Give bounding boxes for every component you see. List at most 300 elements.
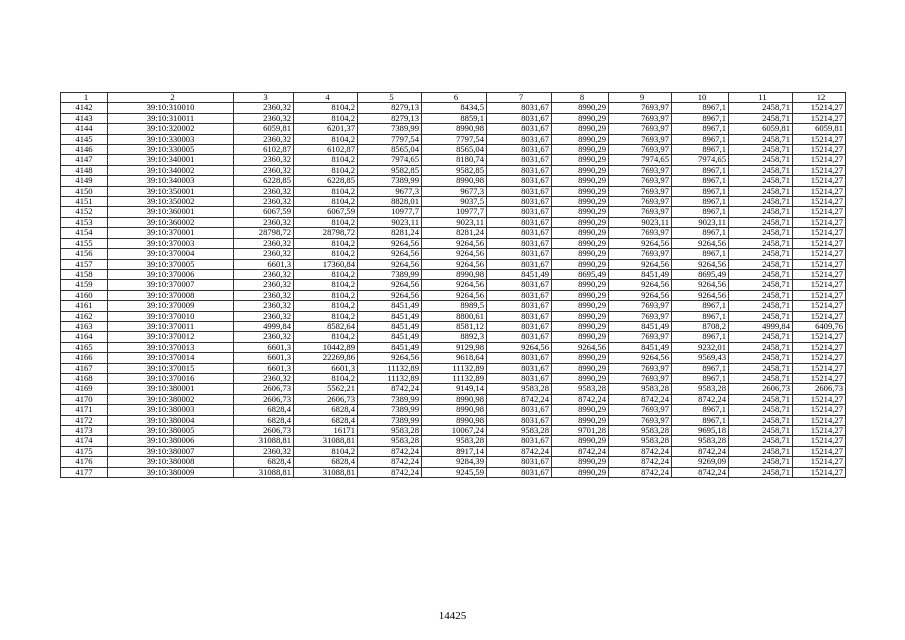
table-cell: 8031,67: [487, 436, 552, 446]
table-cell: 8742,24: [487, 394, 552, 404]
table-cell: 6228,85: [294, 176, 358, 186]
table-cell: 8451,49: [358, 321, 422, 331]
table-cell: 8279,13: [358, 113, 422, 123]
table-cell: 8742,24: [609, 394, 672, 404]
table-cell: 39:10:380002: [108, 394, 234, 404]
table-cell: 4157: [61, 259, 108, 269]
table-cell: 7389,99: [358, 269, 422, 279]
page-number: 14425: [438, 610, 467, 622]
table-cell: 8031,67: [487, 197, 552, 207]
table-cell: 8742,24: [672, 467, 729, 477]
table-cell: 8281,24: [422, 228, 487, 238]
table-row: [61, 457, 846, 467]
table-cell: 8031,67: [487, 134, 552, 144]
table-cell: 15214,27: [793, 259, 846, 269]
table-row: [61, 363, 846, 373]
column-header: 9: [609, 93, 672, 103]
table-cell: 15214,27: [793, 134, 846, 144]
table-cell: 8565,04: [422, 145, 487, 155]
table-cell: 11132,89: [422, 363, 487, 373]
table-cell: 4177: [61, 467, 108, 477]
table-cell: 7693,97: [609, 332, 672, 342]
table-cell: 39:10:370007: [108, 280, 234, 290]
table-cell: 7693,97: [609, 134, 672, 144]
table-cell: 8031,67: [487, 238, 552, 248]
table-cell: 2458,71: [729, 467, 793, 477]
table-cell: 8990,29: [552, 165, 609, 175]
table-cell: 4152: [61, 207, 108, 217]
table-cell: 8031,67: [487, 124, 552, 134]
table-cell: 2360,32: [234, 155, 294, 165]
table-cell: 6102,87: [294, 145, 358, 155]
table-cell: 2458,71: [729, 228, 793, 238]
table-cell: 4162: [61, 311, 108, 321]
table-row: [61, 217, 846, 227]
column-header: 5: [358, 93, 422, 103]
table-cell: 9023,11: [422, 217, 487, 227]
table-cell: 6409,76: [793, 321, 846, 331]
table-cell: 8031,67: [487, 405, 552, 415]
table-cell: 8967,1: [672, 165, 729, 175]
table-cell: 8695,49: [672, 269, 729, 279]
table-cell: 15214,27: [793, 197, 846, 207]
table-cell: 9264,56: [609, 353, 672, 363]
column-header: 2: [108, 93, 234, 103]
table-cell: 8990,98: [422, 415, 487, 425]
table-cell: 2360,32: [234, 134, 294, 144]
table-cell: 9677,3: [358, 186, 422, 196]
table-cell: 9583,28: [358, 426, 422, 436]
table-cell: 9149,14: [422, 384, 487, 394]
table-cell: 8104,2: [294, 238, 358, 248]
table-cell: 2458,71: [729, 269, 793, 279]
table-cell: 7389,99: [358, 124, 422, 134]
table-cell: 39:10:340002: [108, 165, 234, 175]
table-cell: 4172: [61, 415, 108, 425]
table-cell: 39:10:380003: [108, 405, 234, 415]
table-cell: 39:10:370013: [108, 342, 234, 352]
table-cell: 8990,29: [552, 145, 609, 155]
table-cell: 8967,1: [672, 405, 729, 415]
table-cell: 2360,32: [234, 373, 294, 383]
table-cell: 8990,29: [552, 457, 609, 467]
table-cell: 4171: [61, 405, 108, 415]
table-cell: 39:10:370015: [108, 363, 234, 373]
table-row: [61, 311, 846, 321]
table-row: [61, 290, 846, 300]
table-cell: 2360,32: [234, 186, 294, 196]
table-cell: 4175: [61, 446, 108, 456]
table-cell: 39:10:370001: [108, 228, 234, 238]
table-cell: 7693,97: [609, 415, 672, 425]
table-cell: 8967,1: [672, 176, 729, 186]
table-cell: 9583,28: [358, 436, 422, 446]
table-cell: 2458,71: [729, 415, 793, 425]
table-cell: 4173: [61, 426, 108, 436]
table-cell: 8742,24: [609, 457, 672, 467]
table-row: [61, 197, 846, 207]
column-header: 10: [672, 93, 729, 103]
table-cell: 7693,97: [609, 145, 672, 155]
table-cell: 8990,29: [552, 197, 609, 207]
table-cell: 39:10:360002: [108, 217, 234, 227]
table-cell: 8742,24: [672, 394, 729, 404]
table-row: [61, 415, 846, 425]
table-cell: 8451,49: [358, 301, 422, 311]
table-cell: 8990,29: [552, 373, 609, 383]
table-cell: 8967,1: [672, 301, 729, 311]
table-cell: 8031,67: [487, 259, 552, 269]
table-cell: 8581,12: [422, 321, 487, 331]
table-row: [61, 238, 846, 248]
table-cell: 2458,71: [729, 134, 793, 144]
table-cell: 15214,27: [793, 311, 846, 321]
column-header: 11: [729, 93, 793, 103]
table-cell: 8742,24: [552, 446, 609, 456]
table-cell: 8990,29: [552, 467, 609, 477]
table-row: [61, 353, 846, 363]
table-cell: 7693,97: [609, 311, 672, 321]
table-cell: 11132,89: [358, 363, 422, 373]
table-cell: 39:10:380004: [108, 415, 234, 425]
table-cell: 4168: [61, 373, 108, 383]
table-cell: 39:10:370009: [108, 301, 234, 311]
column-header: 3: [234, 93, 294, 103]
table-cell: 8104,2: [294, 113, 358, 123]
table-cell: 9583,28: [422, 436, 487, 446]
table-cell: 9264,56: [358, 238, 422, 248]
table-cell: 9264,56: [609, 290, 672, 300]
table-cell: 8967,1: [672, 311, 729, 321]
table-cell: 7693,97: [609, 103, 672, 113]
table-cell: 7389,99: [358, 415, 422, 425]
table-cell: 9037,5: [422, 197, 487, 207]
table-cell: 9129,98: [422, 342, 487, 352]
table-cell: 8967,1: [672, 145, 729, 155]
table-cell: 2360,32: [234, 290, 294, 300]
table-cell: 8967,1: [672, 134, 729, 144]
table-cell: 8990,29: [552, 415, 609, 425]
table-cell: 39:10:370008: [108, 290, 234, 300]
table-cell: 2458,71: [729, 332, 793, 342]
table-cell: 7974,65: [609, 155, 672, 165]
table-cell: 8031,67: [487, 301, 552, 311]
table-cell: 4166: [61, 353, 108, 363]
table-cell: 8104,2: [294, 186, 358, 196]
table-cell: 10977,7: [358, 207, 422, 217]
table-cell: 8967,1: [672, 197, 729, 207]
table-cell: 39:10:370012: [108, 332, 234, 342]
table-cell: 6601,3: [234, 363, 294, 373]
table-cell: 39:10:370011: [108, 321, 234, 331]
table-cell: 8031,67: [487, 280, 552, 290]
table-cell: 4149: [61, 176, 108, 186]
table-cell: 16171: [294, 426, 358, 436]
table-cell: 8031,67: [487, 186, 552, 196]
table-cell: 39:10:360001: [108, 207, 234, 217]
table-cell: 2458,71: [729, 280, 793, 290]
table-cell: 9264,56: [422, 238, 487, 248]
table-cell: 8990,98: [422, 405, 487, 415]
table-cell: 2360,32: [234, 269, 294, 279]
table-cell: 8031,67: [487, 363, 552, 373]
table-cell: 31088,81: [234, 436, 294, 446]
table-cell: 39:10:350002: [108, 197, 234, 207]
table-row: [61, 467, 846, 477]
column-header: 12: [793, 93, 846, 103]
table-cell: 8451,49: [358, 332, 422, 342]
table-cell: 39:10:380009: [108, 467, 234, 477]
table-cell: 8990,29: [552, 217, 609, 227]
table-cell: 7693,97: [609, 207, 672, 217]
table-cell: 8451,49: [609, 269, 672, 279]
table-cell: 15214,27: [793, 415, 846, 425]
table-cell: 2458,71: [729, 113, 793, 123]
table-cell: 4176: [61, 457, 108, 467]
table-cell: 7389,99: [358, 394, 422, 404]
table-cell: 8967,1: [672, 186, 729, 196]
table-cell: 15214,27: [793, 207, 846, 217]
table-cell: 9582,85: [422, 165, 487, 175]
table-cell: 9677,3: [422, 186, 487, 196]
table-cell: 6601,3: [234, 342, 294, 352]
table-cell: 39:10:350001: [108, 186, 234, 196]
table-cell: 2458,71: [729, 457, 793, 467]
table-cell: 8990,29: [552, 363, 609, 373]
table-cell: 4154: [61, 228, 108, 238]
table-cell: 2458,71: [729, 249, 793, 259]
table-cell: 9264,56: [422, 249, 487, 259]
table-cell: 9264,56: [672, 290, 729, 300]
table-cell: 8031,67: [487, 176, 552, 186]
table-cell: 8742,24: [609, 467, 672, 477]
table-cell: 8031,67: [487, 321, 552, 331]
table-cell: 4164: [61, 332, 108, 342]
table-cell: 8104,2: [294, 373, 358, 383]
table-cell: 15214,27: [793, 332, 846, 342]
table-cell: 8104,2: [294, 280, 358, 290]
table-cell: 15214,27: [793, 426, 846, 436]
table-cell: 6228,85: [234, 176, 294, 186]
table-row: [61, 394, 846, 404]
table-cell: 8451,49: [487, 269, 552, 279]
table-cell: 2360,32: [234, 165, 294, 175]
table-cell: 8104,2: [294, 269, 358, 279]
table-cell: 4165: [61, 342, 108, 352]
table-cell: 11132,89: [358, 373, 422, 383]
table-cell: 8990,29: [552, 436, 609, 446]
data-table: [60, 92, 846, 478]
table-cell: 2360,32: [234, 113, 294, 123]
table-cell: 4150: [61, 186, 108, 196]
table-cell: 9245,59: [422, 467, 487, 477]
table-cell: 8031,67: [487, 249, 552, 259]
table-row: [61, 321, 846, 331]
table-cell: 4163: [61, 321, 108, 331]
table-cell: 6059,81: [729, 124, 793, 134]
table-cell: 8031,67: [487, 457, 552, 467]
table-cell: 8031,67: [487, 311, 552, 321]
table-cell: 8990,29: [552, 124, 609, 134]
table-cell: 2360,32: [234, 249, 294, 259]
table-cell: 4148: [61, 165, 108, 175]
table-cell: 8104,2: [294, 134, 358, 144]
table-cell: 9583,28: [672, 384, 729, 394]
table-cell: 8967,1: [672, 207, 729, 217]
table-cell: 8708,2: [672, 321, 729, 331]
table-cell: 8451,49: [609, 342, 672, 352]
table-cell: 8742,24: [358, 467, 422, 477]
table-cell: 9264,56: [609, 259, 672, 269]
table-cell: 8434,5: [422, 103, 487, 113]
table-cell: 9264,56: [609, 280, 672, 290]
table-cell: 8990,29: [552, 238, 609, 248]
column-header: 1: [61, 93, 108, 103]
table-row: [61, 176, 846, 186]
table-cell: 8742,24: [672, 446, 729, 456]
table-cell: 2458,71: [729, 259, 793, 269]
table-cell: 8031,67: [487, 228, 552, 238]
table-cell: 17360,84: [294, 259, 358, 269]
table-cell: 2458,71: [729, 436, 793, 446]
table-cell: 28798,72: [294, 228, 358, 238]
table-cell: 2458,71: [729, 290, 793, 300]
table-cell: 8031,67: [487, 373, 552, 383]
table-cell: 39:10:370004: [108, 249, 234, 259]
table-cell: 9264,56: [358, 280, 422, 290]
table-cell: 2360,32: [234, 332, 294, 342]
table-cell: 8742,24: [609, 446, 672, 456]
table-cell: 9232,01: [672, 342, 729, 352]
table-cell: 9023,11: [358, 217, 422, 227]
table-cell: 9583,28: [672, 436, 729, 446]
table-cell: 39:10:330003: [108, 134, 234, 144]
table-cell: 15214,27: [793, 342, 846, 352]
table-cell: 8180,74: [422, 155, 487, 165]
table-cell: 8031,67: [487, 415, 552, 425]
table-cell: 7693,97: [609, 301, 672, 311]
table-cell: 15214,27: [793, 176, 846, 186]
table-cell: 15214,27: [793, 155, 846, 165]
table-cell: 9264,56: [672, 259, 729, 269]
table-cell: 2458,71: [729, 103, 793, 113]
table-cell: 15214,27: [793, 186, 846, 196]
table-cell: 15214,27: [793, 394, 846, 404]
table-cell: 8990,29: [552, 207, 609, 217]
table-cell: 28798,72: [234, 228, 294, 238]
table-cell: 9269,09: [672, 457, 729, 467]
table-cell: 2458,71: [729, 446, 793, 456]
table-cell: 2458,71: [729, 145, 793, 155]
table-cell: 7693,97: [609, 186, 672, 196]
table-cell: 2606,73: [729, 384, 793, 394]
table-cell: 31088,81: [294, 436, 358, 446]
table-cell: 39:10:340003: [108, 176, 234, 186]
table-cell: 8031,67: [487, 145, 552, 155]
table-cell: 4153: [61, 217, 108, 227]
table-cell: 8917,14: [422, 446, 487, 456]
table-cell: 8967,1: [672, 332, 729, 342]
table-cell: 31088,81: [294, 467, 358, 477]
table-cell: 8742,24: [358, 446, 422, 456]
table-cell: 8104,2: [294, 446, 358, 456]
table-cell: 2458,71: [729, 186, 793, 196]
table-cell: 15214,27: [793, 467, 846, 477]
table-cell: 8990,29: [552, 405, 609, 415]
table-cell: 7693,97: [609, 165, 672, 175]
table-cell: 7693,97: [609, 363, 672, 373]
table-cell: 8990,29: [552, 113, 609, 123]
table-cell: 8967,1: [672, 124, 729, 134]
table-row: [61, 145, 846, 155]
table-cell: 8031,67: [487, 217, 552, 227]
table-row: [61, 280, 846, 290]
table-cell: 2458,71: [729, 165, 793, 175]
table-row: [61, 228, 846, 238]
table-cell: 39:10:370016: [108, 373, 234, 383]
table-cell: 8990,29: [552, 249, 609, 259]
table-cell: 9701,28: [552, 426, 609, 436]
table-row: [61, 426, 846, 436]
table-cell: 4145: [61, 134, 108, 144]
table-cell: 8104,2: [294, 165, 358, 175]
table-cell: 15214,27: [793, 363, 846, 373]
table-cell: 11132,89: [422, 373, 487, 383]
table-cell: 4155: [61, 238, 108, 248]
table-cell: 8279,13: [358, 103, 422, 113]
table-cell: 2360,32: [234, 197, 294, 207]
table-cell: 8582,64: [294, 321, 358, 331]
table-cell: 9583,28: [487, 426, 552, 436]
table-cell: 6601,3: [234, 353, 294, 363]
table-cell: 39:10:320002: [108, 124, 234, 134]
table-cell: 6828,4: [294, 415, 358, 425]
table-cell: 2606,73: [234, 426, 294, 436]
table-cell: 8695,49: [552, 269, 609, 279]
table-cell: 10067,24: [422, 426, 487, 436]
table-cell: 8031,67: [487, 332, 552, 342]
table-cell: 39:10:340001: [108, 155, 234, 165]
table-cell: 6067,59: [294, 207, 358, 217]
table-cell: 8031,67: [487, 290, 552, 300]
table-cell: 15214,27: [793, 269, 846, 279]
table-cell: 8451,49: [358, 311, 422, 321]
table-cell: 15214,27: [793, 103, 846, 113]
table-cell: 6828,4: [294, 405, 358, 415]
table-cell: 4151: [61, 197, 108, 207]
table-cell: 9264,56: [422, 280, 487, 290]
table-cell: 7389,99: [358, 405, 422, 415]
table-cell: 9023,11: [672, 217, 729, 227]
table-cell: 8990,29: [552, 353, 609, 363]
table-cell: 7693,97: [609, 113, 672, 123]
table-cell: 4999,84: [729, 321, 793, 331]
table-cell: 2606,73: [234, 394, 294, 404]
table-row: [61, 342, 846, 352]
table-cell: 8990,29: [552, 186, 609, 196]
table-cell: 9264,56: [672, 238, 729, 248]
table-cell: 2360,32: [234, 311, 294, 321]
table-row: [61, 332, 846, 342]
table-cell: 8104,2: [294, 103, 358, 113]
table-cell: 2458,71: [729, 363, 793, 373]
table-row: [61, 186, 846, 196]
table-cell: 39:10:330005: [108, 145, 234, 155]
table-cell: 8967,1: [672, 113, 729, 123]
table-cell: 8031,67: [487, 103, 552, 113]
table-cell: 9284,39: [422, 457, 487, 467]
table-cell: 8967,1: [672, 228, 729, 238]
